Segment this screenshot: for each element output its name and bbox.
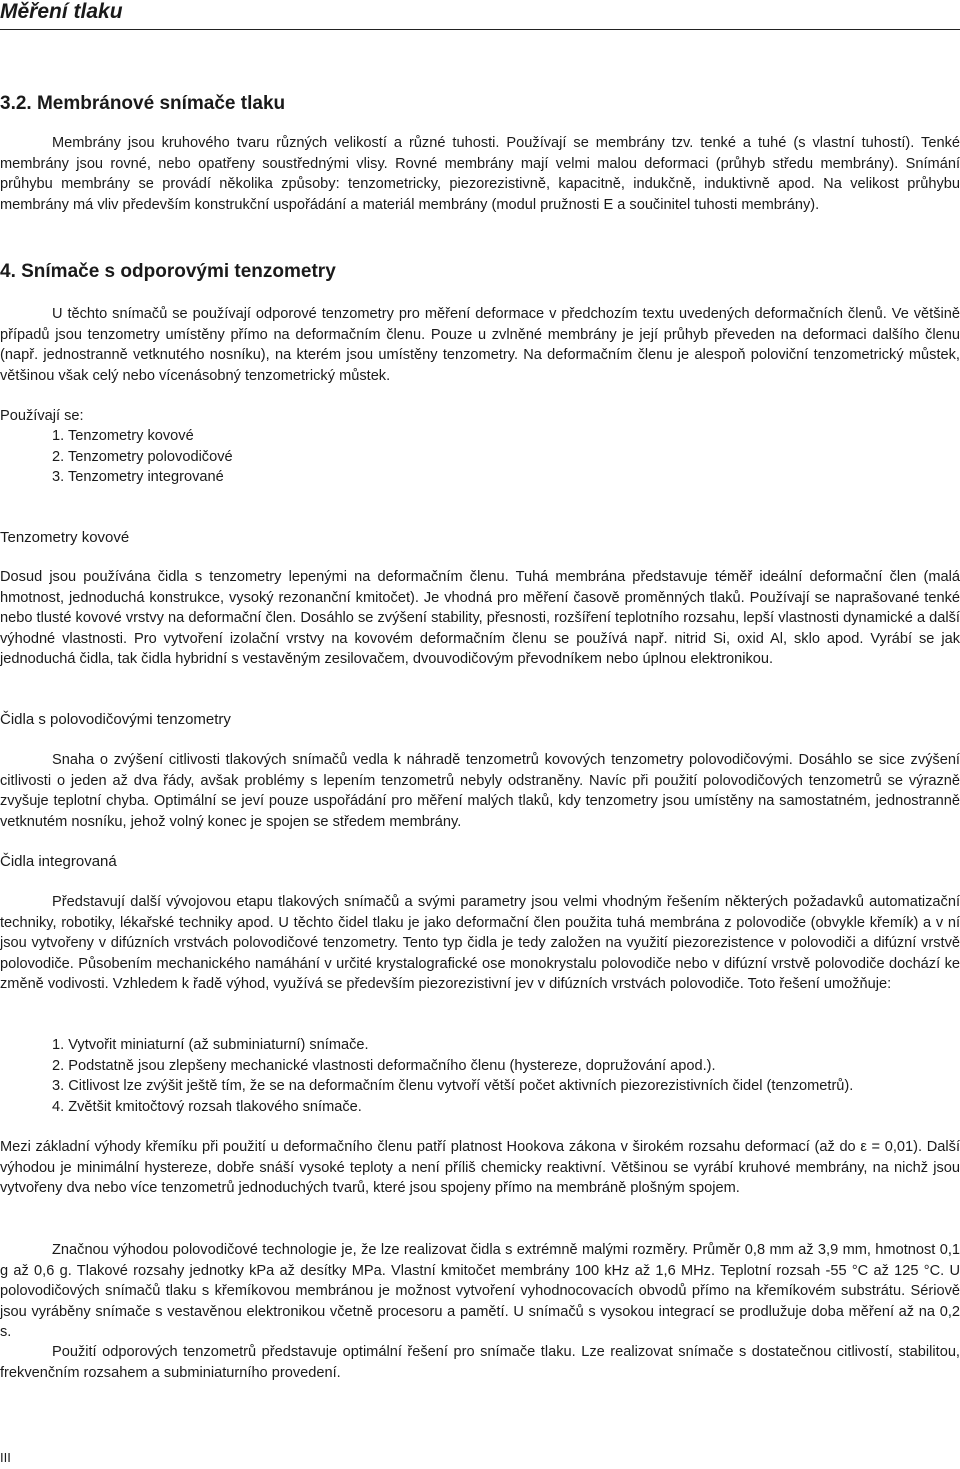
header-rule <box>0 29 960 30</box>
page-number: III <box>0 1450 11 1465</box>
integrovana-paragraph: Představují další vývojovou etapu tlakových snímačů a svými parametry jsou velmi vhodným řešením některých požadavků automatizační techniky, robotiky, lékařské techniky apod. U těchto čidel tlaku je jako deformační člen použita tuhá membrána z polovodiče (obvykle křemík) a v ní jsou vytvořeny v difúzních vrstvách polovodičové tenzometry. Tento typ čidla je tedy založen na využití piezorezistence v polovodiči a difúzní vrstvě polovodiče. Působením mechanického namáhání v určité krystalografické ose monokrystalu polovodiče nebo v difúzní vrstvě polovodiče dochází ke změně vodivosti. Vzhledem k řadě výhod, využívá se především piezorezistivní jev v difúzních vrstvách polovodiče. Toto řešení umožňuje: <box>0 894 960 993</box>
integrovana-paragraph-2: Mezi základní výhody křemíku při použití u deformačního členu patří platnost Hookova zákona v širokém rozsahu deformací (až do ε = 0,01). Další výhodou je minimální hystereze, dobře snáší vysoké teploty a není příliš chemicky reaktivní. Většinou se vyrábí kruhové membrány, na nichž jsou vytvořeny dva nebo více tenzometrů jednoduchých tvarů, které jsou spojeny přímo na membráně plošným spojem. <box>0 1139 960 1197</box>
uses-label: Používají se: <box>0 408 84 424</box>
page-header-title: Měření tlaku <box>0 0 123 23</box>
integrovana-list <box>52 1035 960 1117</box>
section-4-paragraph: U těchto snímačů se používají odporové tenzometry pro měření deformace v předchozím textu uvedených deformačních členů. Ve většině případů jsou tenzometry umístěny přímo na deformačním členu. Pouze u zvlněné membrány je její průhyb převeden na deformaci dalšího členu (např. jednostranně vetknutého nosníku), na kterém jsou umístěny tenzometry. Na deformačním členu je alespoň poloviční tenzometrický můstek, většinou však celý nebo vícenásobný tenzometrický můstek. <box>0 306 960 384</box>
integrovana-paragraph-4: Použití odporových tenzometrů představuje optimální řešení pro snímače tlaku. Lze realizovat snímače s dostatečnou citlivostí, stabilitou, frekvenčním rozsahem a subminiaturního provedení. <box>0 1344 960 1381</box>
list-item: 3. Tenzometry integrované <box>52 469 224 486</box>
section-3-2-paragraph: Membrány jsou kruhového tvaru různých velikostí a různé tuhosti. Používají se membrány tzv. tenké a tuhé (s vlastní tuhostí). Tenké membrány jsou rovné, nebo opatřeny soustřednými vlisy. Rovné membrány mají velmi malou deformaci (průhyb středu membrány). Snímání průhybu membrány se provádí několika způsoby: tenzometricky, piezorezistivně, kapacitně, indukčně, induktivně apod. Na velikost průhybu membrány má vliv především konstrukční uspořádání a materiál membrány (modul pružnosti E a součinitel tuhosti membrány). <box>0 135 960 213</box>
list-item: 2. Podstatně jsou zlepšeny mechanické vlastnosti deformačního členu (hystereze, dopružování apod.). <box>52 1057 716 1074</box>
polovodicove-paragraph: Snaha o zvýšení citlivosti tlakových snímačů vedla k náhradě tenzometrů kovových tenzometry polovodičovými. Dosáhlo se sice zvýšení citlivosti o jeden až dva řády, avšak problémy s lepením tenzometrů nebyly odstraněny. Navíc při použití polovodičových tenzometrů se výrazně zvyšuje teplotní chyba. Optimální se jeví pouze uspořádání pro měření malých tlaků, kdy tenzometry jsou umístěny na samostatném, jednostranně vetknutém nosníku, jehož volný konec je spojen se středem membrány. <box>0 752 960 830</box>
list-item: 2. Tenzometry polovodičové <box>52 448 233 465</box>
integrovana-heading: Čidla integrovaná <box>0 853 117 870</box>
list-item: 1. Tenzometry kovové <box>52 428 194 444</box>
kovove-paragraph: Dosud jsou používána čidla s tenzometry lepenými na deformačním členu. Tuhá membrána představuje téměř ideální deformační člen (malá hmotnost, jednoduchá konstrukce, vysoký rezonanční kmitočet). Je vhodná pro měření časově proměnných tlaků. Používají se naprašované tenké nebo tlusté kovové vrstvy na deformační člen. Dosáhlo se zvýšení stability, přesnosti, rozšíření teplotního rozsahu, lepší vlastnosti dynamické a další výhodné vlastnosti. Pro vytvoření izolační vrstvy na kovovém deformačním členu se používá např. nitrid Si, oxid Al, sklo apod. Vyrábí se jak jednoduchá čidla, tak čidla hybridní s vestavěným zesilovačem, dvouvodičovým převodníkem nebo úplnou elektronikou. <box>0 569 960 668</box>
section-3-2-heading: 3.2. Membránové snímače tlaku <box>0 93 286 114</box>
uses-list <box>52 426 852 488</box>
polovodicove-heading: Čidla s polovodičovými tenzometry <box>0 711 231 728</box>
integrovana-paragraph-3: Značnou výhodou polovodičové technologie je, že lze realizovat čidla s extrémně malými rozměry. Průměr 0,8 mm až 3,9 mm, hmotnost 0,1 g až 0,6 g. Tlakové rozsahy jednotky kPa až desítky MPa. Vlastní kmitočet membrány 100 kHz až 1,6 MHz. Teplotní rozsah -55 °C až 125 °C. U polovodičových snímačů tlaku s křemíkovou membránou je možnost vytvoření vyhodnocovacích obvodů přímo na křemíkovém substrátu. Sériově jsou vyráběny snímače s vestavěnou elektronikou včetně procesoru a pamětí. U snímačů s vysokou integrací se prodlužuje doba měření až na 0,2 s. <box>0 1242 960 1341</box>
list-item: 1. Vytvořit miniaturní (až subminiaturní) snímače. <box>52 1037 369 1053</box>
list-item: 4. Zvětšit kmitočtový rozsah tlakového snímače. <box>52 1098 362 1115</box>
section-4-heading: 4. Snímače s odporovými tenzometry <box>0 261 336 282</box>
kovove-heading: Tenzometry kovové <box>0 529 130 546</box>
list-item: 3. Citlivost lze zvýšit ještě tím, že se na deformačním členu vytvoří větší počet aktivních piezorezistivních čidel (tenzometrů). <box>52 1078 854 1095</box>
